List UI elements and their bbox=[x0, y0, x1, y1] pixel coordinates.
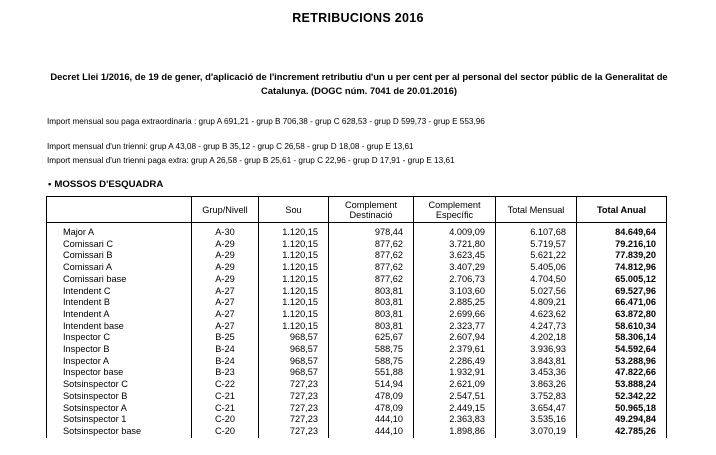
cell-grup-nivell: A-27 bbox=[192, 286, 259, 298]
cell-complement-destinacio: 803,81 bbox=[329, 309, 414, 321]
cell-grup-nivell: A-29 bbox=[192, 274, 259, 286]
cell-grup-nivell: A-29 bbox=[192, 250, 259, 262]
cell-sou: 727,23 bbox=[259, 379, 329, 391]
cell-total-anual: 84.649,64 bbox=[577, 223, 667, 239]
cell-complement-destinacio: 877,62 bbox=[329, 262, 414, 274]
cell-categoria: Sotsinspector 1 bbox=[47, 414, 192, 426]
cell-total-anual: 54.592,64 bbox=[577, 344, 667, 356]
cell-complement-especific: 3.103,60 bbox=[414, 286, 496, 298]
cell-categoria: Sotsinspector base bbox=[47, 426, 192, 438]
cell-total-mensual: 4.202,18 bbox=[496, 332, 577, 344]
cell-sou: 1.120,15 bbox=[259, 274, 329, 286]
cell-total-mensual: 5.027,56 bbox=[496, 286, 577, 298]
cell-total-mensual: 3.070,19 bbox=[496, 426, 577, 438]
section-title: MOSSOS D'ESQUADRA bbox=[54, 179, 164, 190]
cell-complement-especific: 3.407,29 bbox=[414, 262, 496, 274]
cell-complement-especific: 2.449,15 bbox=[414, 403, 496, 415]
cell-grup-nivell: A-29 bbox=[192, 262, 259, 274]
cell-complement-destinacio: 478,09 bbox=[329, 391, 414, 403]
header-sou: Sou bbox=[259, 197, 329, 223]
cell-total-anual: 69.527,96 bbox=[577, 286, 667, 298]
cell-categoria: Inspector B bbox=[47, 344, 192, 356]
cell-complement-destinacio: 514,94 bbox=[329, 379, 414, 391]
table-row bbox=[47, 403, 667, 415]
table-row bbox=[47, 274, 667, 286]
cell-sou: 1.120,15 bbox=[259, 239, 329, 251]
cell-grup-nivell: C-20 bbox=[192, 414, 259, 426]
cell-total-mensual: 4.809,21 bbox=[496, 297, 577, 309]
cell-complement-especific: 2.699,66 bbox=[414, 309, 496, 321]
cell-total-mensual: 3.453,36 bbox=[496, 367, 577, 379]
table-row bbox=[47, 223, 667, 239]
cell-categoria: Intendent C bbox=[47, 286, 192, 298]
cell-sou: 727,23 bbox=[259, 426, 329, 438]
cell-grup-nivell: A-29 bbox=[192, 239, 259, 251]
cell-grup-nivell: A-27 bbox=[192, 309, 259, 321]
cell-total-anual: 65.005,12 bbox=[577, 274, 667, 286]
info-trienni-paga-extra: Import mensual d'un trienni paga extra: grup A 26,58 - grup B 25,61 - grup C 22,96 - grup D 17,91 - grup E 13,61 bbox=[47, 156, 455, 165]
cell-total-mensual: 5.719,57 bbox=[496, 239, 577, 251]
table-row bbox=[47, 250, 667, 262]
cell-categoria: Comissari A bbox=[47, 262, 192, 274]
cell-grup-nivell: A-27 bbox=[192, 297, 259, 309]
cell-grup-nivell: C-21 bbox=[192, 403, 259, 415]
cell-categoria: Intendent A bbox=[47, 309, 192, 321]
cell-total-anual: 53.888,24 bbox=[577, 379, 667, 391]
cell-total-anual: 74.812,96 bbox=[577, 262, 667, 274]
cell-grup-nivell: B-25 bbox=[192, 332, 259, 344]
table-row bbox=[47, 332, 667, 344]
cell-total-anual: 79.216,10 bbox=[577, 239, 667, 251]
cell-total-mensual: 5.405,06 bbox=[496, 262, 577, 274]
cell-categoria: Comissari C bbox=[47, 239, 192, 251]
cell-complement-destinacio: 978,44 bbox=[329, 223, 414, 239]
cell-complement-especific: 2.885,25 bbox=[414, 297, 496, 309]
cell-complement-destinacio: 803,81 bbox=[329, 321, 414, 333]
cell-total-mensual: 3.843,81 bbox=[496, 356, 577, 368]
header-complement-especific: Complement Específic bbox=[414, 197, 496, 223]
table-row bbox=[47, 344, 667, 356]
cell-complement-especific: 2.363,83 bbox=[414, 414, 496, 426]
bullet-icon: • bbox=[48, 179, 52, 190]
cell-total-mensual: 4.247,73 bbox=[496, 321, 577, 333]
retributions-table bbox=[46, 196, 667, 438]
cell-total-anual: 42.785,26 bbox=[577, 426, 667, 438]
cell-categoria: Sotsinspector C bbox=[47, 379, 192, 391]
info-trienni: Import mensual d'un trienni: grup A 43,08 - grup B 35,12 - grup C 26,58 - grup D 18,08 - grup E 13,61 bbox=[47, 142, 414, 151]
cell-complement-especific: 3.623,45 bbox=[414, 250, 496, 262]
cell-categoria: Comissari B bbox=[47, 250, 192, 262]
table-row bbox=[47, 321, 667, 333]
cell-grup-nivell: C-22 bbox=[192, 379, 259, 391]
table-row bbox=[47, 426, 667, 438]
cell-complement-destinacio: 877,62 bbox=[329, 274, 414, 286]
cell-grup-nivell: A-30 bbox=[192, 223, 259, 239]
cell-complement-especific: 2.323,77 bbox=[414, 321, 496, 333]
cell-complement-destinacio: 444,10 bbox=[329, 426, 414, 438]
table-row bbox=[47, 262, 667, 274]
cell-grup-nivell: B-24 bbox=[192, 344, 259, 356]
decree-reference: Decret Llei 1/2016, de 19 de gener, d'aplicació de l'increment retributiu d'un u per cent per al personal del sector públic de la Generalitat de Catalunya. (DOGC núm. 7041 de 20.01.2016) bbox=[50, 71, 668, 96]
cell-complement-destinacio: 877,62 bbox=[329, 250, 414, 262]
header-total-mensual: Total Mensual bbox=[496, 197, 577, 223]
cell-sou: 1.120,15 bbox=[259, 297, 329, 309]
cell-complement-destinacio: 803,81 bbox=[329, 286, 414, 298]
cell-complement-especific: 4.009,09 bbox=[414, 223, 496, 239]
cell-total-mensual: 3.535,16 bbox=[496, 414, 577, 426]
table-row bbox=[47, 286, 667, 298]
cell-total-anual: 47.822,66 bbox=[577, 367, 667, 379]
cell-total-mensual: 6.107,68 bbox=[496, 223, 577, 239]
cell-total-mensual: 5.621,22 bbox=[496, 250, 577, 262]
cell-categoria: Intendent B bbox=[47, 297, 192, 309]
cell-categoria: Sotsinspector B bbox=[47, 391, 192, 403]
cell-complement-destinacio: 478,09 bbox=[329, 403, 414, 415]
cell-sou: 1.120,15 bbox=[259, 321, 329, 333]
cell-total-anual: 53.288,96 bbox=[577, 356, 667, 368]
cell-total-anual: 49.294,84 bbox=[577, 414, 667, 426]
cell-complement-destinacio: 803,81 bbox=[329, 297, 414, 309]
cell-total-mensual: 4.704,50 bbox=[496, 274, 577, 286]
cell-sou: 1.120,15 bbox=[259, 286, 329, 298]
cell-complement-especific: 3.721,80 bbox=[414, 239, 496, 251]
cell-total-anual: 66.471,06 bbox=[577, 297, 667, 309]
cell-complement-destinacio: 588,75 bbox=[329, 356, 414, 368]
cell-complement-destinacio: 625,67 bbox=[329, 332, 414, 344]
cell-sou: 968,57 bbox=[259, 356, 329, 368]
table-header-row bbox=[47, 197, 667, 223]
table-row bbox=[47, 297, 667, 309]
table-row bbox=[47, 309, 667, 321]
cell-sou: 968,57 bbox=[259, 332, 329, 344]
cell-total-anual: 58.610,34 bbox=[577, 321, 667, 333]
cell-total-anual: 58.306,14 bbox=[577, 332, 667, 344]
cell-grup-nivell: A-27 bbox=[192, 321, 259, 333]
document-title: RETRIBUCIONS 2016 bbox=[292, 11, 424, 25]
cell-categoria: Inspector base bbox=[47, 367, 192, 379]
table-row bbox=[47, 367, 667, 379]
cell-grup-nivell: C-20 bbox=[192, 426, 259, 438]
cell-total-mensual: 3.936,93 bbox=[496, 344, 577, 356]
cell-sou: 968,57 bbox=[259, 367, 329, 379]
cell-complement-especific: 2.607,94 bbox=[414, 332, 496, 344]
table-row bbox=[47, 391, 667, 403]
cell-complement-destinacio: 551,88 bbox=[329, 367, 414, 379]
cell-complement-especific: 2.706,73 bbox=[414, 274, 496, 286]
header-total-anual: Total Anual bbox=[577, 197, 667, 223]
cell-total-anual: 52.342,22 bbox=[577, 391, 667, 403]
cell-sou: 727,23 bbox=[259, 391, 329, 403]
header-complement-destinacio: Complement Destinació bbox=[329, 197, 414, 223]
cell-complement-especific: 2.286,49 bbox=[414, 356, 496, 368]
cell-total-mensual: 3.654,47 bbox=[496, 403, 577, 415]
cell-sou: 727,23 bbox=[259, 414, 329, 426]
cell-complement-especific: 2.379,61 bbox=[414, 344, 496, 356]
cell-sou: 1.120,15 bbox=[259, 223, 329, 239]
cell-complement-especific: 1.898,86 bbox=[414, 426, 496, 438]
cell-total-anual: 63.872,80 bbox=[577, 309, 667, 321]
cell-sou: 727,23 bbox=[259, 403, 329, 415]
cell-total-anual: 50.965,18 bbox=[577, 403, 667, 415]
cell-grup-nivell: B-23 bbox=[192, 367, 259, 379]
cell-categoria: Major A bbox=[47, 223, 192, 239]
cell-grup-nivell: C-21 bbox=[192, 391, 259, 403]
cell-categoria: Sotsinspector A bbox=[47, 403, 192, 415]
section-heading bbox=[48, 179, 163, 190]
cell-complement-especific: 1.932,91 bbox=[414, 367, 496, 379]
cell-categoria: Comissari base bbox=[47, 274, 192, 286]
cell-complement-destinacio: 444,10 bbox=[329, 414, 414, 426]
header-grup-nivell: Grup/Nivell bbox=[192, 197, 259, 223]
cell-sou: 1.120,15 bbox=[259, 309, 329, 321]
cell-categoria: Intendent base bbox=[47, 321, 192, 333]
cell-grup-nivell: B-24 bbox=[192, 356, 259, 368]
cell-total-mensual: 4.623,62 bbox=[496, 309, 577, 321]
info-paga-extraordinaria: Import mensual sou paga extraordinaria : grup A 691,21 - grup B 706,38 - grup C 628,53 - grup D 599,73 - grup E 553,96 bbox=[47, 117, 485, 126]
table-body bbox=[47, 223, 667, 438]
cell-sou: 1.120,15 bbox=[259, 262, 329, 274]
cell-complement-destinacio: 588,75 bbox=[329, 344, 414, 356]
header-categoria bbox=[47, 197, 192, 223]
table-row bbox=[47, 414, 667, 426]
table-row bbox=[47, 239, 667, 251]
cell-complement-especific: 2.547,51 bbox=[414, 391, 496, 403]
cell-sou: 968,57 bbox=[259, 344, 329, 356]
cell-categoria: Inspector C bbox=[47, 332, 192, 344]
table-row bbox=[47, 356, 667, 368]
cell-categoria: Inspector A bbox=[47, 356, 192, 368]
cell-complement-destinacio: 877,62 bbox=[329, 239, 414, 251]
cell-sou: 1.120,15 bbox=[259, 250, 329, 262]
cell-complement-especific: 2.621,09 bbox=[414, 379, 496, 391]
table-row bbox=[47, 379, 667, 391]
cell-total-anual: 77.839,20 bbox=[577, 250, 667, 262]
cell-total-mensual: 3.863,26 bbox=[496, 379, 577, 391]
cell-total-mensual: 3.752,83 bbox=[496, 391, 577, 403]
